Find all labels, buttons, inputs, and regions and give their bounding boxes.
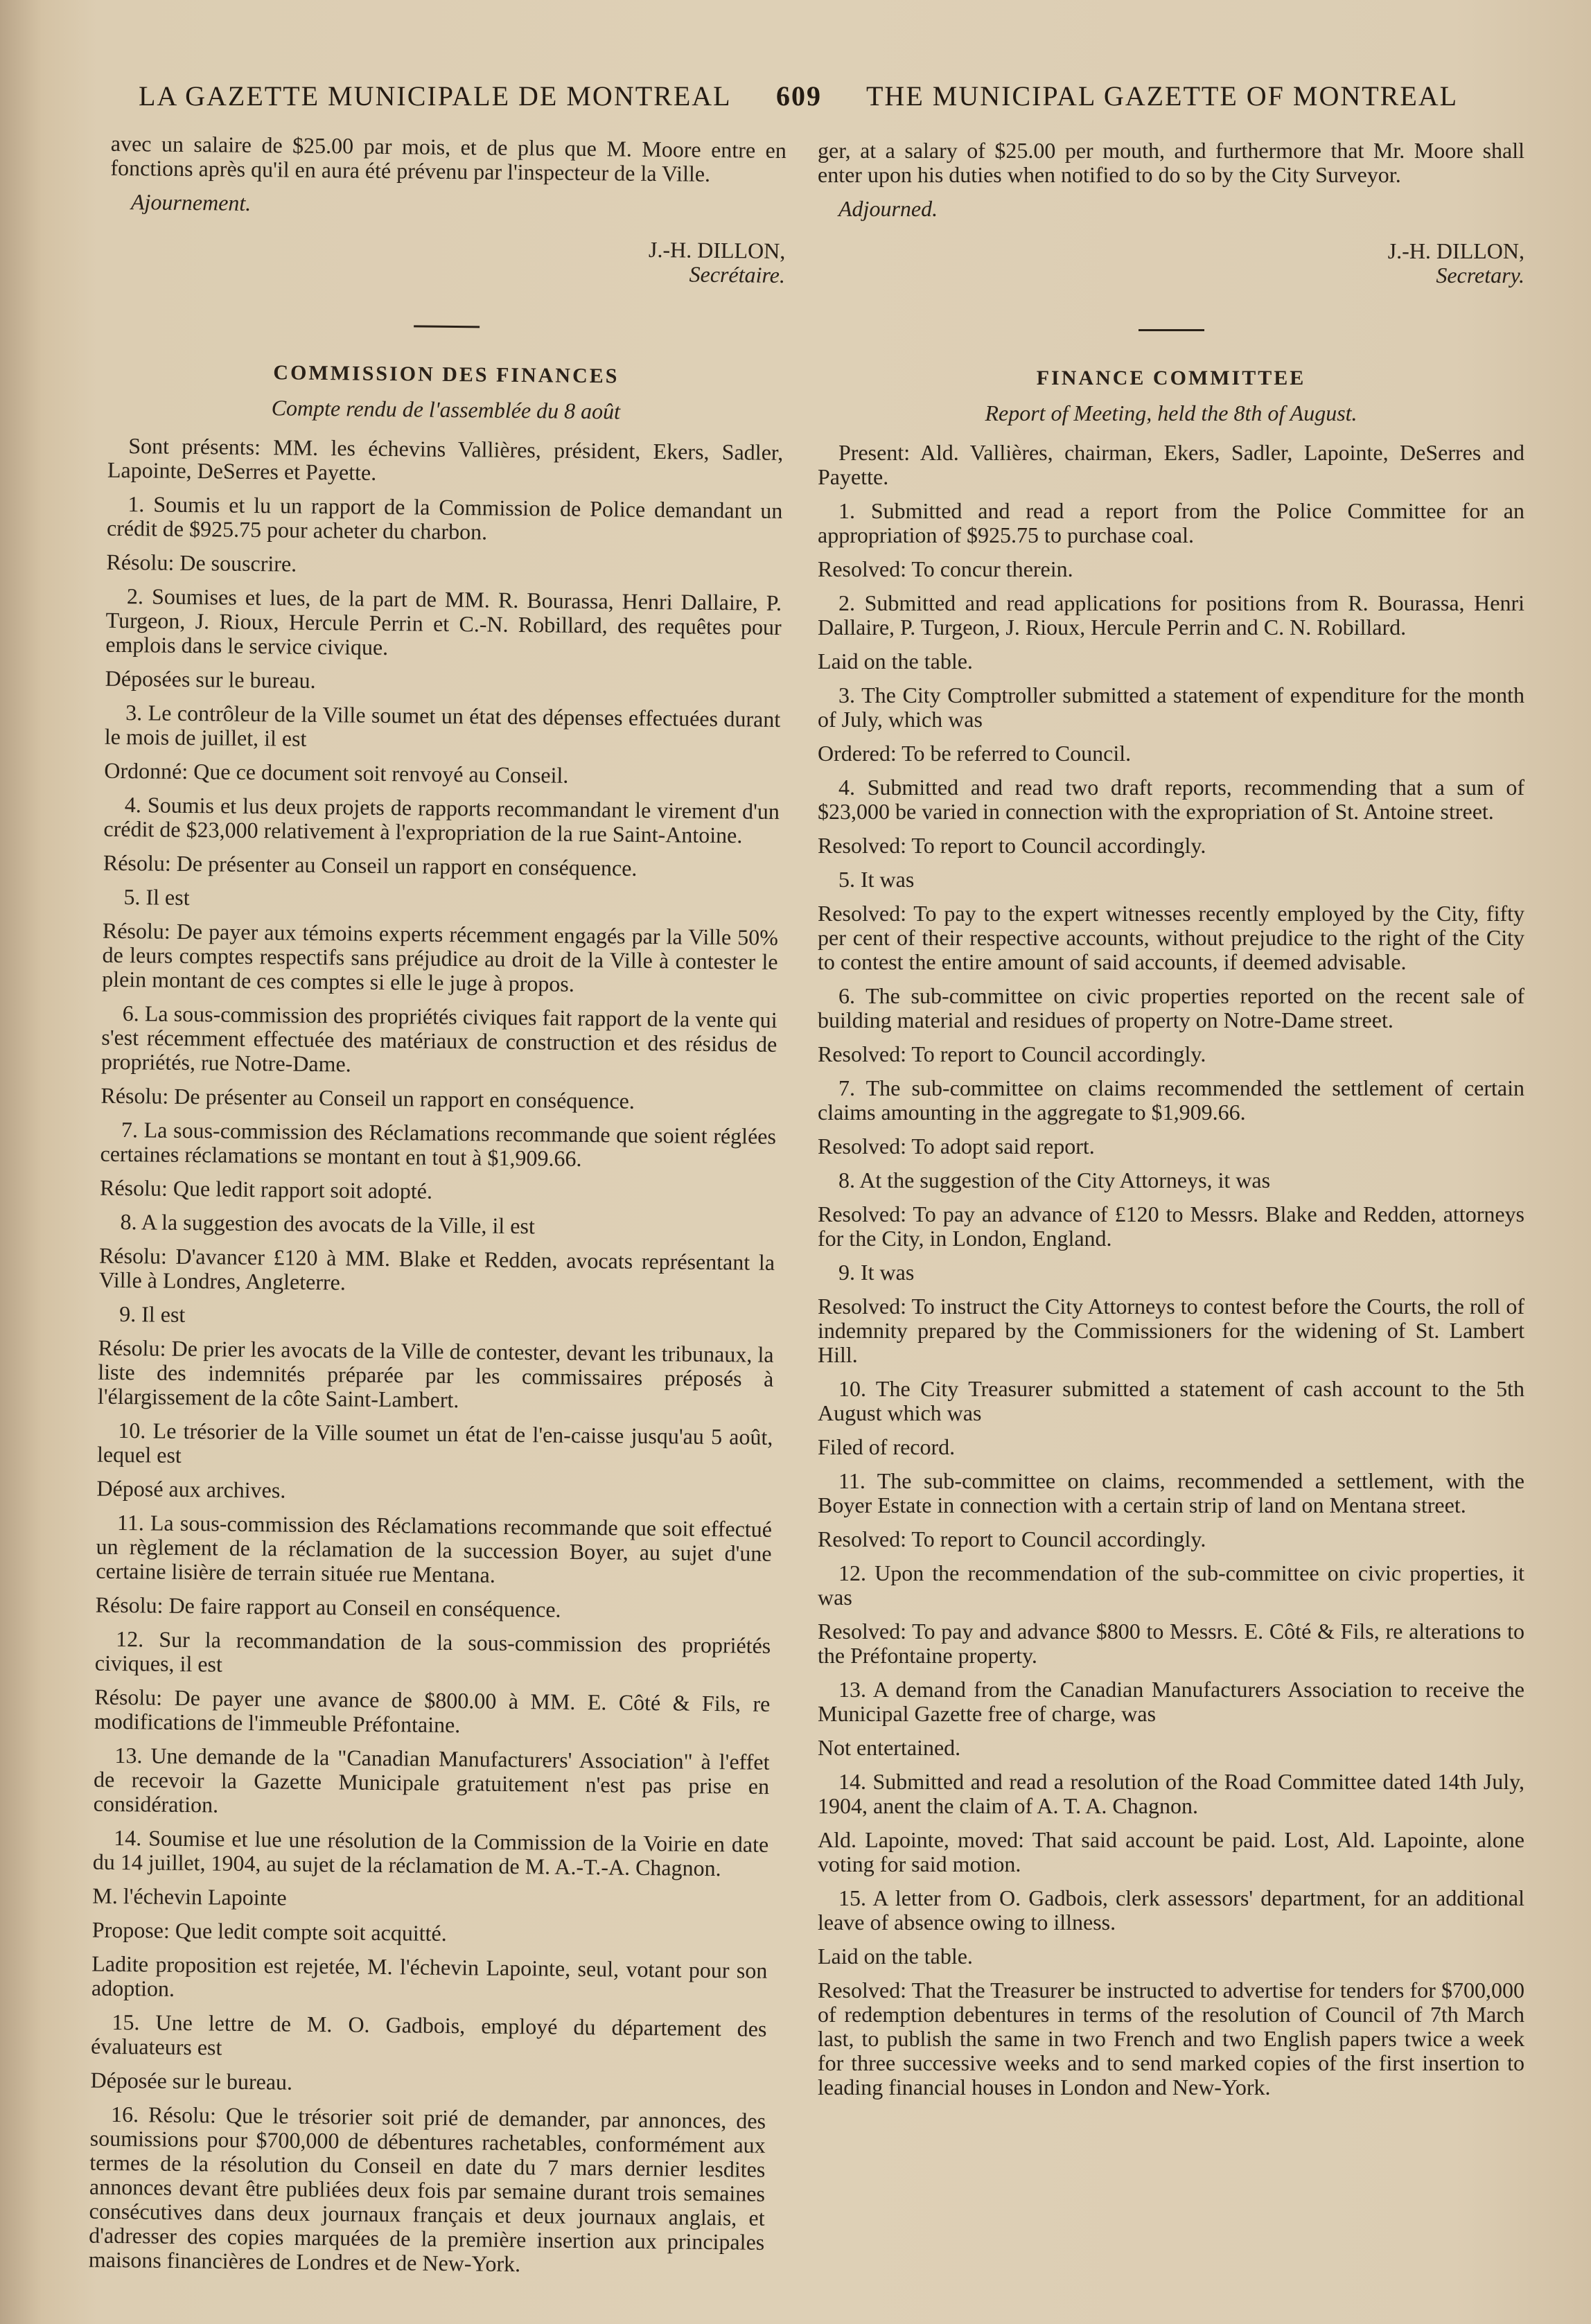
fr-minutes-item: 2. Soumises et lues, de la part de MM. R. Bourassa, Henri Dallaire, P. Turgeon, J. Rioux, Hercule Perrin et C.-N. Robillard, des requêtes pour emplois dans le service civique.: [105, 583, 782, 660]
fr-minutes-item: Ordonné: Que ce document soit renvoyé au Conseil.: [104, 757, 569, 788]
fr-minutes-item: 4. Soumis et lus deux projets de rapports recommandant le virement d'un crédit de $23,000 relativement à l'expropriation de la rue Saint-Antoine.: [103, 792, 780, 848]
en-minutes-item: 15. A letter from O. Gadbois, clerk assessors' department, for an additional leave of absence owing to illness.: [818, 1885, 1524, 1935]
divider-rule: [414, 325, 480, 328]
fr-minutes-item: 1. Soumis et lu un rapport de la Commission de Police demandant un crédit de $925.75 pour acheter du charbon.: [106, 491, 783, 545]
en-minutes-item: Resolved: To report to Council accordingly.: [818, 833, 1206, 858]
fr-signature-title: Secrétaire.: [689, 261, 786, 288]
en-minutes-item: Resolved: To pay an advance of £120 to Messrs. Blake and Redden, attorneys for the City, in London, England.: [818, 1201, 1524, 1251]
en-minutes-item: 9. It was: [838, 1260, 915, 1285]
fr-minutes-item: 8. A la suggestion des avocats de la Ville, il est: [120, 1209, 536, 1239]
fr-minutes-item: 9. Il est: [118, 1301, 186, 1328]
fr-minutes-item: 3. Le contrôleur de la Ville soumet un état des dépenses effectuées durant le mois de juillet, il est: [104, 700, 781, 751]
en-minutes-item: Resolved: To report to Council accordingly.: [818, 1526, 1206, 1551]
en-minutes-item: 1. Submitted and read a report from the Police Committee for an appropriation of $925.75 to purchase coal.: [818, 498, 1524, 547]
en-adjourn: Adjourned.: [838, 196, 938, 221]
fr-minutes-item: Déposée sur le bureau.: [90, 2067, 293, 2095]
fr-minutes-item: Propose: Que ledit compte soit acquitté.: [91, 1917, 447, 1946]
en-intro: ger, at a salary of $25.00 per mouth, and furthermore that Mr. Moore shall enter upon his duties when notified to do so by the City Surveyor.: [818, 138, 1524, 187]
english-column: [818, 139, 1524, 2109]
fr-minutes-item: Résolu: D'avancer £120 à MM. Blake et Redden, avocats représentant la Ville à Londres, Angleterre.: [98, 1242, 775, 1295]
page-header: [139, 80, 1497, 121]
en-minutes-item: Ald. Lapointe, moved: That said account be paid. Lost, Ald. Lapointe, alone voting for said motion.: [818, 1827, 1524, 1876]
fr-minutes-item: 15. Une lettre de M. O. Gadbois, employé du département des évaluateurs est: [90, 2009, 767, 2060]
fr-subtitle: Compte rendu de l'assemblée du 8 août: [271, 395, 621, 424]
fr-minutes-item: 5. Il est: [123, 884, 190, 910]
fr-minutes-item: Déposées sur le bureau.: [105, 665, 316, 693]
en-minutes-item: 13. A demand from the Canadian Manufacturers Association to receive the Municipal Gazette free of charge, was: [818, 1677, 1524, 1726]
header-right-title: THE MUNICIPAL GAZETTE OF MONTREAL: [866, 80, 1459, 112]
en-signature: [818, 239, 1524, 288]
fr-minutes-item: Ladite proposition est rejetée, M. l'échevin Lapointe, seul, votant pour son adoption.: [91, 1951, 768, 2001]
en-minutes-item: Laid on the table.: [818, 1944, 973, 1969]
en-minutes-item: Resolved: To instruct the City Attorneys to contest before the Courts, the roll of indemnity prepared by the Commissioners for the widening of St. Lambert Hill.: [818, 1294, 1524, 1367]
fr-intro: avec un salaire de $25.00 par mois, et de plus que M. Moore entre en fonctions après qu'il en aura été prévenu par l'inspecteur de la Ville.: [110, 130, 787, 186]
en-signature-name: J.-H. DILLON,: [1387, 238, 1524, 263]
fr-adjourn: Ajournement.: [130, 189, 252, 215]
fr-minutes-item: 12. Sur la recommandation de la sous-commission des propriétés civiques, il est: [94, 1626, 771, 1677]
fr-minutes-item: Résolu: De présenter au Conseil un rapport en conséquence.: [103, 850, 638, 881]
fr-minutes-item: 11. La sous-commission des Réclamations recommande que soit effectué un règlement de la réclamation de la succession Boyer, au sujet d'une certaine lisière de terrain située rue Mentana.: [96, 1509, 773, 1587]
french-column: [89, 132, 786, 2289]
en-minutes-item: Ordered: To be referred to Council.: [818, 741, 1132, 766]
en-minutes-item: Resolved: To pay and advance $800 to Messrs. E. Côté & Fils, re alterations to the Préfontaine property.: [818, 1619, 1524, 1668]
en-minutes-item: 7. The sub-committee on claims recommended the settlement of certain claims amounting in the aggregate to $1,909.66.: [818, 1075, 1524, 1125]
en-present: Present: Ald. Vallières, chairman, Ekers, Sadler, Lapointe, DeSerres and Payette.: [818, 440, 1524, 489]
en-minutes-item: Resolved: To pay to the expert witnesses recently employed by the City, fifty per cent of their respective accounts, without prejudice to the right of the City to contest the entire amount of said accounts, if deemed advisable.: [818, 901, 1524, 974]
en-minutes-item: 6. The sub-committee on civic properties reported on the recent sale of building material and residues of property on Notre-Dame street.: [818, 983, 1524, 1032]
fr-minutes-item: 16. Résolu: Que le trésorier soit prié de demander, par annonces, des soumissions pour $700,000 de débentures rachetables, conformément aux termes de la résolution du Conseil en date du 7 mars dernier lesdites annonces devant être publiées deux fois par semaine durant trois semaines consécutives dans deux journaux français et deux journaux anglais, et d'adresser des copies marquées de la première insertion aux principales maisons financières de Londres et de New-York.: [88, 2101, 766, 2277]
en-minutes-item: 10. The City Treasurer submitted a statement of cash account to the 5th August which was: [818, 1376, 1524, 1425]
fr-minutes-item: Résolu: De présenter au Conseil un rapport en conséquence.: [100, 1082, 635, 1113]
fr-minutes-item: Résolu: Que ledit rapport soit adopté.: [99, 1174, 433, 1204]
fr-signature-name: J.-H. DILLON,: [648, 236, 786, 263]
en-minutes-item: Resolved: To report to Council accordingly.: [818, 1041, 1206, 1066]
en-minutes-item: Resolved: That the Treasurer be instructed to advertise for tenders for $700,000 of redemption debentures in terms of the resolution of Council of 7th March last, to publish the same in two French and two English papers twice a week for three successive weeks and to send marked copies of the first insertion to leading financial houses in London and New-York.: [818, 1978, 1524, 2099]
divider-rule: [1139, 329, 1204, 331]
en-minutes-item: Laid on the table.: [818, 649, 973, 674]
en-minutes-item: Not entertained.: [818, 1735, 961, 1760]
fr-minutes-item: 6. La sous-commission des propriétés civiques fait rapport de la vente qui s'est récemment effectuée des matériaux de construction et des résidus de propriétés, rue Notre-Dame.: [100, 1001, 777, 1077]
en-minutes-item: 4. Submitted and read two draft reports, recommending that a sum of $23,000 be varied in connection with the expropriation of St. Antoine street.: [818, 775, 1524, 824]
en-minutes-item: 2. Submitted and read applications for positions from R. Bourassa, Henri Dallaire, P. Turgeon, J. Rioux, Hercule Perrin and C. N. Robillard.: [818, 590, 1524, 640]
page-number: 609: [776, 80, 822, 112]
fr-present: Sont présents: MM. les échevins Vallières, président, Ekers, Sadler, Lapointe, DeSerres et Payette.: [107, 433, 784, 485]
en-minutes-item: 11. The sub-committee on claims, recommended a settlement, with the Boyer Estate in connection with a certain strip of land on Mentana street.: [818, 1468, 1524, 1517]
fr-section-title: COMMISSION DES FINANCES: [273, 361, 619, 388]
fr-minutes-item: 13. Une demande de la "Canadian Manufacturers' Association" à l'effet de recevoir la Gazette Municipale gratuitement n'est pas prise en considération.: [93, 1742, 770, 1817]
header-left-title: LA GAZETTE MUNICIPALE DE MONTREAL: [139, 80, 732, 112]
en-minutes-item: Filed of record.: [818, 1434, 956, 1459]
en-items-list: [818, 499, 1524, 2099]
fr-minutes-item: Résolu: De payer aux témoins experts récemment engagés par la Ville 50% de leurs comptes respectifs sans préjudice au droit de la Ville à contester le plein montant de ces comptes si elle le juge à propos.: [102, 917, 779, 996]
en-signature-title: Secretary.: [1436, 263, 1524, 288]
fr-minutes-item: 7. La sous-commission des Réclamations recommande que soient réglées certaines réclamations se montant en tout à $1,909.66.: [100, 1117, 777, 1171]
fr-minutes-item: 10. Le trésorier de la Ville soumet un état de l'en-caisse jusqu'au 5 août, lequel est: [96, 1418, 773, 1468]
fr-minutes-item: M. l'échevin Lapointe: [92, 1883, 287, 1910]
en-subtitle: Report of Meeting, held the 8th of August.: [985, 400, 1357, 425]
fr-minutes-item: Déposé aux archives.: [96, 1475, 286, 1503]
en-minutes-item: Resolved: To adopt said report.: [818, 1134, 1095, 1159]
fr-signature: [109, 232, 786, 288]
fr-minutes-item: Résolu: De souscrire.: [106, 549, 297, 576]
en-section-title: FINANCE COMMITTEE: [1036, 367, 1306, 389]
en-minutes-item: 8. At the suggestion of the City Attorneys, it was: [838, 1168, 1271, 1192]
fr-minutes-item: Résolu: De payer une avance de $800.00 à MM. E. Côté & Fils, re modifications de l'immeuble Préfontaine.: [94, 1684, 771, 1738]
en-minutes-item: 14. Submitted and read a resolution of the Road Committee dated 14th July, 1904, anent the claim of A. T. A. Chagnon.: [818, 1769, 1524, 1818]
en-minutes-item: 5. It was: [838, 867, 915, 892]
fr-minutes-item: Résolu: De prier les avocats de la Ville de contester, devant les tribunaux, la liste des indemnités préparée par les commissaires préposés à l'élargissement de la côte Saint-Lambert.: [97, 1335, 774, 1413]
fr-items-list: [89, 492, 783, 2279]
en-minutes-item: 3. The City Comptroller submitted a statement of expenditure for the month of July, which was: [818, 683, 1524, 732]
fr-minutes-item: Résolu: De faire rapport au Conseil en conséquence.: [95, 1592, 561, 1622]
en-minutes-item: Resolved: To concur therein.: [818, 556, 1073, 581]
fr-minutes-item: 14. Soumise et lue une résolution de la Commission de la Voirie en date du 14 juillet, 1904, au sujet de la réclamation de M. A.-T.-A. Chagnon.: [92, 1824, 769, 1881]
en-minutes-item: 12. Upon the recommendation of the sub-committee on civic properties, it was: [818, 1560, 1524, 1610]
